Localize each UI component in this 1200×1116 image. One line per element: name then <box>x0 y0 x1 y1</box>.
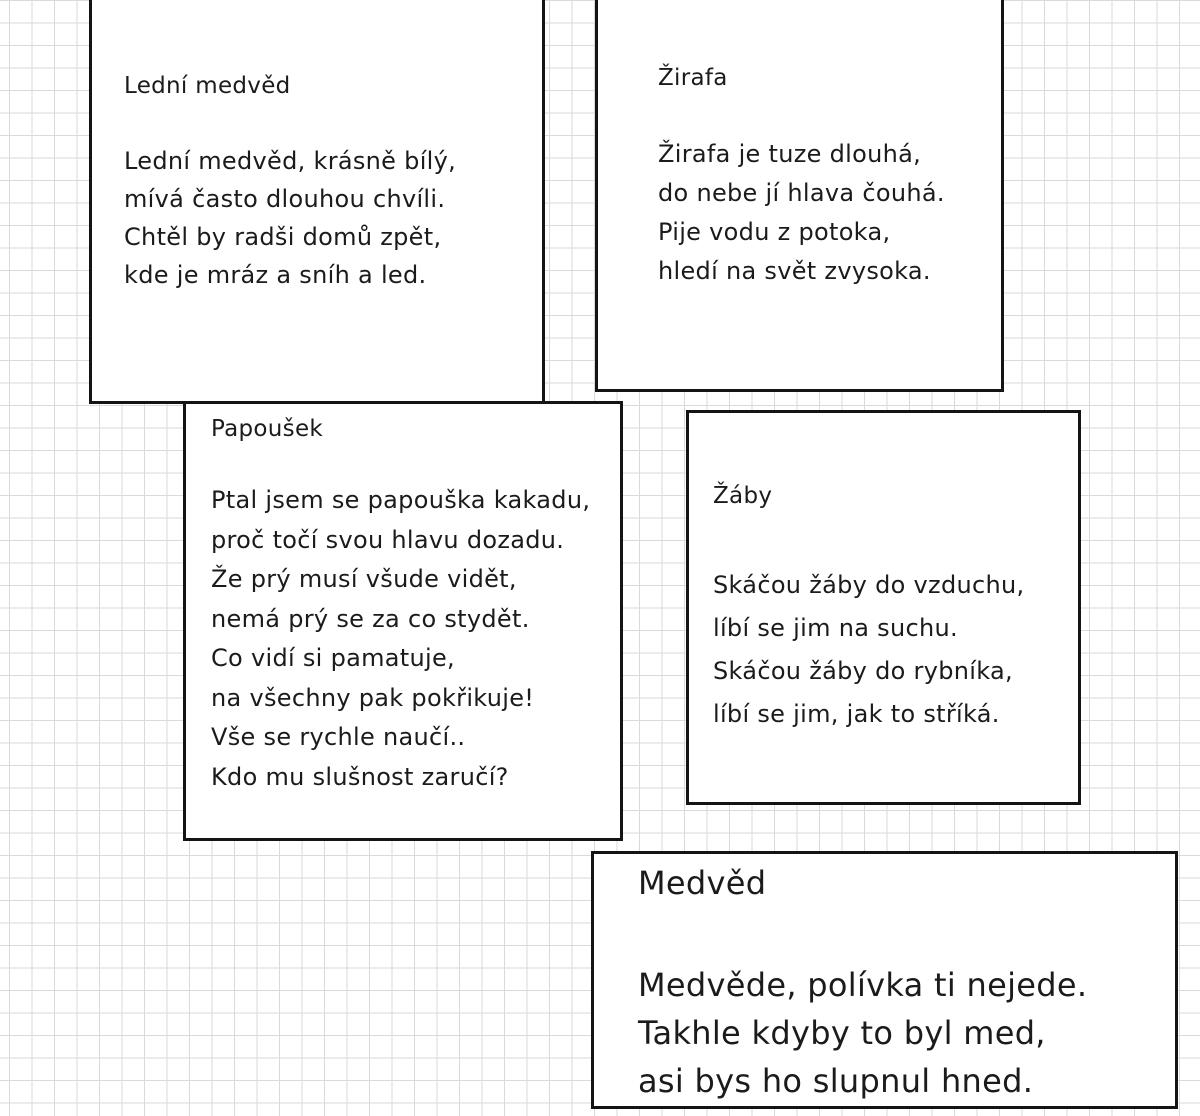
poem-line: Skáčou žáby do rybníka, <box>713 657 1013 685</box>
poem-line: asi bys ho slupnul hned. <box>638 1062 1034 1100</box>
poem-card-polar-bear[interactable] <box>89 0 545 404</box>
poem-card-giraffe[interactable] <box>595 0 1004 392</box>
poem-body <box>658 135 945 291</box>
poem-title: Lední medvěd <box>124 73 291 99</box>
poem-title: Žáby <box>713 483 773 509</box>
poem-body <box>713 564 1024 736</box>
poem-line: Takhle kdyby to byl med, <box>638 1014 1046 1052</box>
poem-line: kde je mráz a sníh a led. <box>124 261 427 289</box>
poem-line: proč točí svou hlavu dozadu. <box>211 525 565 554</box>
poem-title: Žirafa <box>658 65 728 91</box>
poem-line: Medvěde, polívka ti nejede. <box>638 966 1088 1004</box>
poem-line: hledí na svět zvysoka. <box>658 257 931 285</box>
poem-line: Vše se rychle naučí.. <box>211 723 466 751</box>
poem-line: Co vidí si pamatuje, <box>211 644 455 672</box>
poem-line: Lední medvěd, krásně bílý, <box>124 147 457 175</box>
poem-card-frogs[interactable] <box>686 410 1081 805</box>
poem-title: Medvěd <box>638 864 767 902</box>
poem-line: líbí se jim, jak to stříká. <box>713 700 1000 728</box>
poem-line: Ptal jsem se papouška kakadu, <box>211 486 591 514</box>
poem-body <box>638 961 1087 1105</box>
poem-line: mívá často dlouhou chvíli. <box>124 185 446 213</box>
poem-line: Kdo mu slušnost zaručí? <box>211 762 509 791</box>
poem-line: na všechny pak pokřikuje! <box>211 683 535 712</box>
poem-title: Papoušek <box>211 416 324 442</box>
poem-line: do nebe jí hlava čouhá. <box>658 179 945 207</box>
poem-line: líbí se jim na suchu. <box>713 614 958 642</box>
poem-body <box>124 142 456 294</box>
poem-line: Že prý musí všude vidět, <box>211 565 517 593</box>
poem-card-parrot[interactable] <box>183 401 623 841</box>
poem-line: nemá prý se za co stydět. <box>211 604 530 633</box>
poem-body <box>211 481 590 797</box>
poem-card-bear[interactable] <box>591 851 1178 1109</box>
poem-line: Pije vodu z potoka, <box>658 218 891 246</box>
poem-line: Žirafa je tuze dlouhá, <box>658 140 922 168</box>
poem-line: Chtěl by radši domů zpět, <box>124 223 442 251</box>
poem-line: Skáčou žáby do vzduchu, <box>713 571 1025 599</box>
